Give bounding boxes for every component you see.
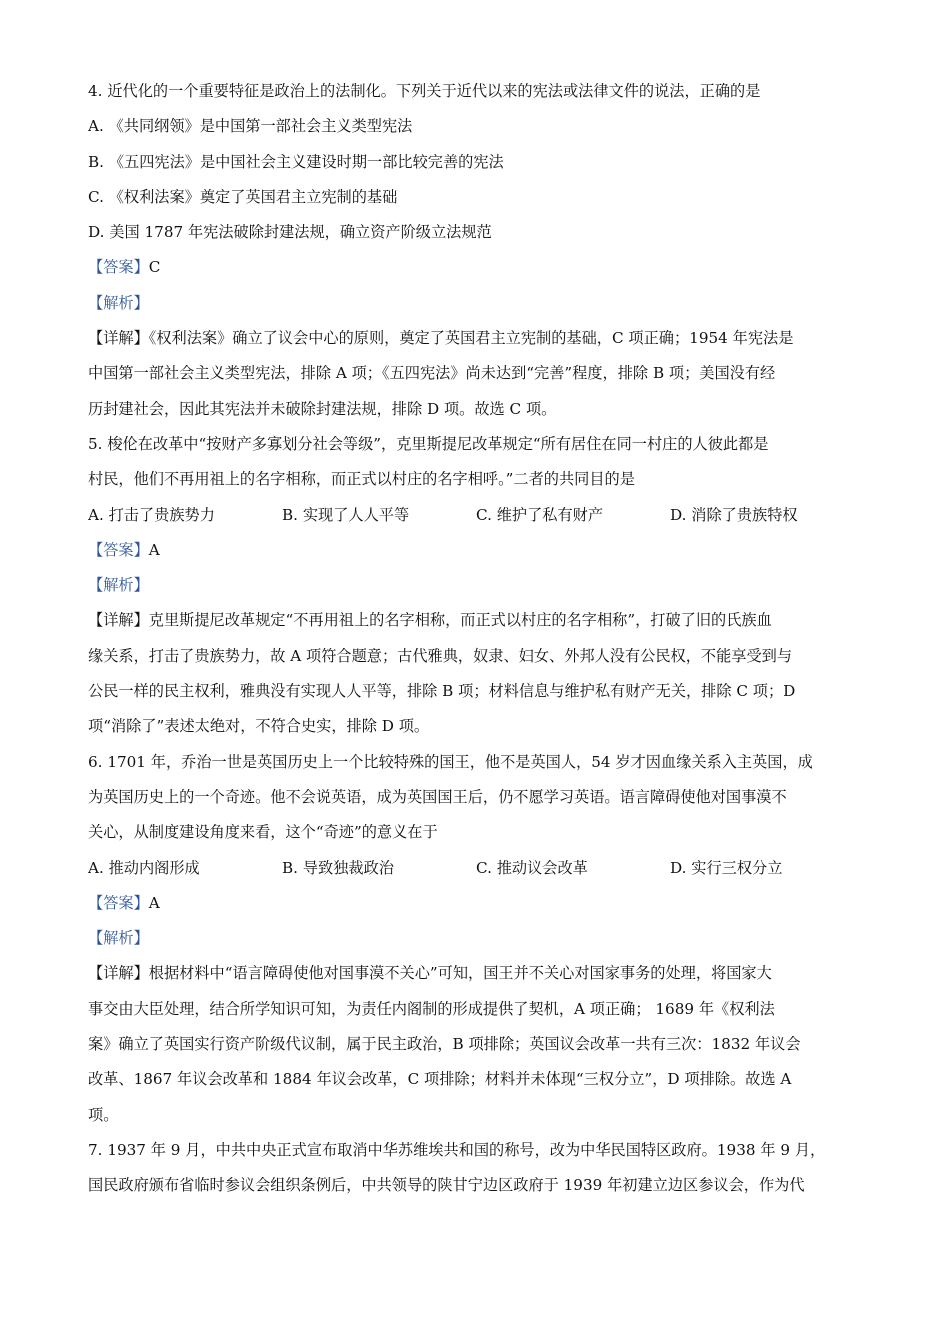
option-d: D. 消除了贵族特权: [670, 505, 798, 524]
option-d: D. 美国 1787 年宪法破除封建法规，确立资产阶级立法规范: [88, 223, 492, 242]
options-row: [88, 498, 868, 533]
detail-label: 【详解】: [88, 964, 149, 983]
detail-label: 【详解】: [88, 329, 149, 348]
question-stem: 7. 1937 年 9 月，中共中央正式宣布取消中华苏维埃共和国的称号，改为中华民国特区政府。1938 年 9 月，: [88, 1140, 826, 1159]
question-stem: 4. 近代化的一个重要特征是政治上的法制化。下列关于近代以来的宪法或法律文件的说法，正确的是: [88, 82, 761, 100]
answer-label: 【答案】: [88, 540, 149, 559]
answer-label: 【答案】: [88, 258, 149, 277]
question-stem: 5. 梭伦在改革中“按财产多寡划分社会等级”，克里斯提尼改革规定“所有居住在同一村庄的人彼此都是: [88, 434, 769, 453]
detail-text: 事交由大臣处理，结合所学知识可知，为责任内阁制的形成提供了契机，A 项正确； 1689 年《权利法: [88, 999, 775, 1018]
option-a: A. 推动内阁形成: [88, 858, 200, 877]
option-a: A. 打击了贵族势力: [88, 505, 215, 524]
option-b: B. 导致独裁政治: [282, 858, 394, 877]
question-6: [88, 745, 868, 1133]
detail-text: 公民一样的民主权利，雅典没有实现人人平等，排除 B 项；材料信息与维护私有财产无关，排除 C 项；D: [88, 682, 796, 701]
answer-value: C: [148, 258, 161, 277]
option-b: B. 《五四宪法》是中国社会主义建设时期一部比较完善的宪法: [88, 152, 504, 171]
option-d: D. 实行三权分立: [670, 858, 783, 877]
analysis-label: 【解析】: [88, 293, 149, 312]
answer-value: A: [148, 540, 160, 559]
answer-value: A: [148, 893, 160, 912]
detail-text: 项。: [88, 1105, 119, 1124]
answer-label: 【答案】: [88, 893, 149, 912]
option-c: C. 维护了私有财产: [476, 505, 604, 524]
detail-text: 根据材料中“语言障碍使他对国事漠不关心”可知，国王并不关心对国家事务的处理，将国家大: [148, 964, 772, 983]
question-stem: 6. 1701 年，乔治一世是英国历史上一个比较特殊的国王，他不是英国人，54 岁才因血缘关系入主英国，成: [88, 752, 813, 771]
detail-line: [88, 603, 868, 638]
detail-text: 缘关系，打击了贵族势力，故 A 项符合题意；古代雅典，奴隶、妇女、外邦人没有公民权，不能享受到与: [88, 646, 793, 665]
analysis-line: [88, 921, 868, 956]
question-7: [88, 1133, 868, 1204]
option-b: B. 实现了人人平等: [282, 505, 410, 524]
detail-text: 改革、1867 年议会改革和 1884 年议会改革，C 项排除；材料并未体现“三权分立”，D 项排除。故选 A: [88, 1070, 792, 1089]
detail-label: 【详解】: [88, 611, 149, 630]
analysis-label: 【解析】: [88, 576, 149, 595]
question-stem: 为英国历史上的一个奇迹。他不会说英语，成为英国国王后，仍不愿学习英语。语言障碍使他对国事漠不: [88, 787, 787, 806]
option-a: A. 《共同纲领》是中国第一部社会主义类型宪法: [88, 117, 413, 136]
answer-line: [88, 533, 868, 568]
question-stem: 村民，他们不再用祖上的名字相称，而正式以村庄的名字相呼。”二者的共同目的是: [88, 470, 635, 489]
detail-text: 《权利法案》确立了议会中心的原则，奠定了英国君主立宪制的基础，C 项正确；1954 年宪法是: [148, 329, 794, 348]
answer-line: [88, 250, 868, 285]
detail-text: 克里斯提尼改革规定“不再用祖上的名字相称，而正式以村庄的名字相称”，打破了旧的氏族血: [148, 611, 772, 630]
detail-line: [88, 321, 868, 356]
detail-line: [88, 956, 868, 991]
analysis-label: 【解析】: [88, 929, 149, 948]
option-c: C. 《权利法案》奠定了英国君主立宪制的基础: [88, 187, 398, 206]
detail-text: 案》确立了英国实行资产阶级代议制，属于民主政治，B 项排除；英国议会改革一共有三次：1832 年议会: [88, 1035, 801, 1054]
detail-text: 历封建社会，因此其宪法并未破除封建法规，排除 D 项。故选 C 项。: [88, 399, 557, 418]
answer-line: [88, 886, 868, 921]
question-stem: 国民政府颁布省临时参议会组织条例后，中共领导的陕甘宁边区政府于 1939 年初建立边区参议会，作为代: [88, 1176, 805, 1195]
question-4: [88, 74, 868, 427]
detail-text: 中国第一部社会主义类型宪法，排除 A 项；《五四宪法》尚未达到“完善”程度，排除 B 项；美国没有经: [88, 364, 776, 383]
option-c: C. 推动议会改革: [476, 858, 588, 877]
question-stem: 关心，从制度建设角度来看，这个“奇迹”的意义在于: [88, 823, 438, 842]
question-5: [88, 427, 868, 745]
analysis-line: [88, 286, 868, 321]
detail-text: 项“消除了”表述太绝对，不符合史实，排除 D 项。: [88, 717, 430, 736]
analysis-line: [88, 568, 868, 603]
exam-page: [88, 74, 868, 1204]
options-row: [88, 851, 868, 886]
